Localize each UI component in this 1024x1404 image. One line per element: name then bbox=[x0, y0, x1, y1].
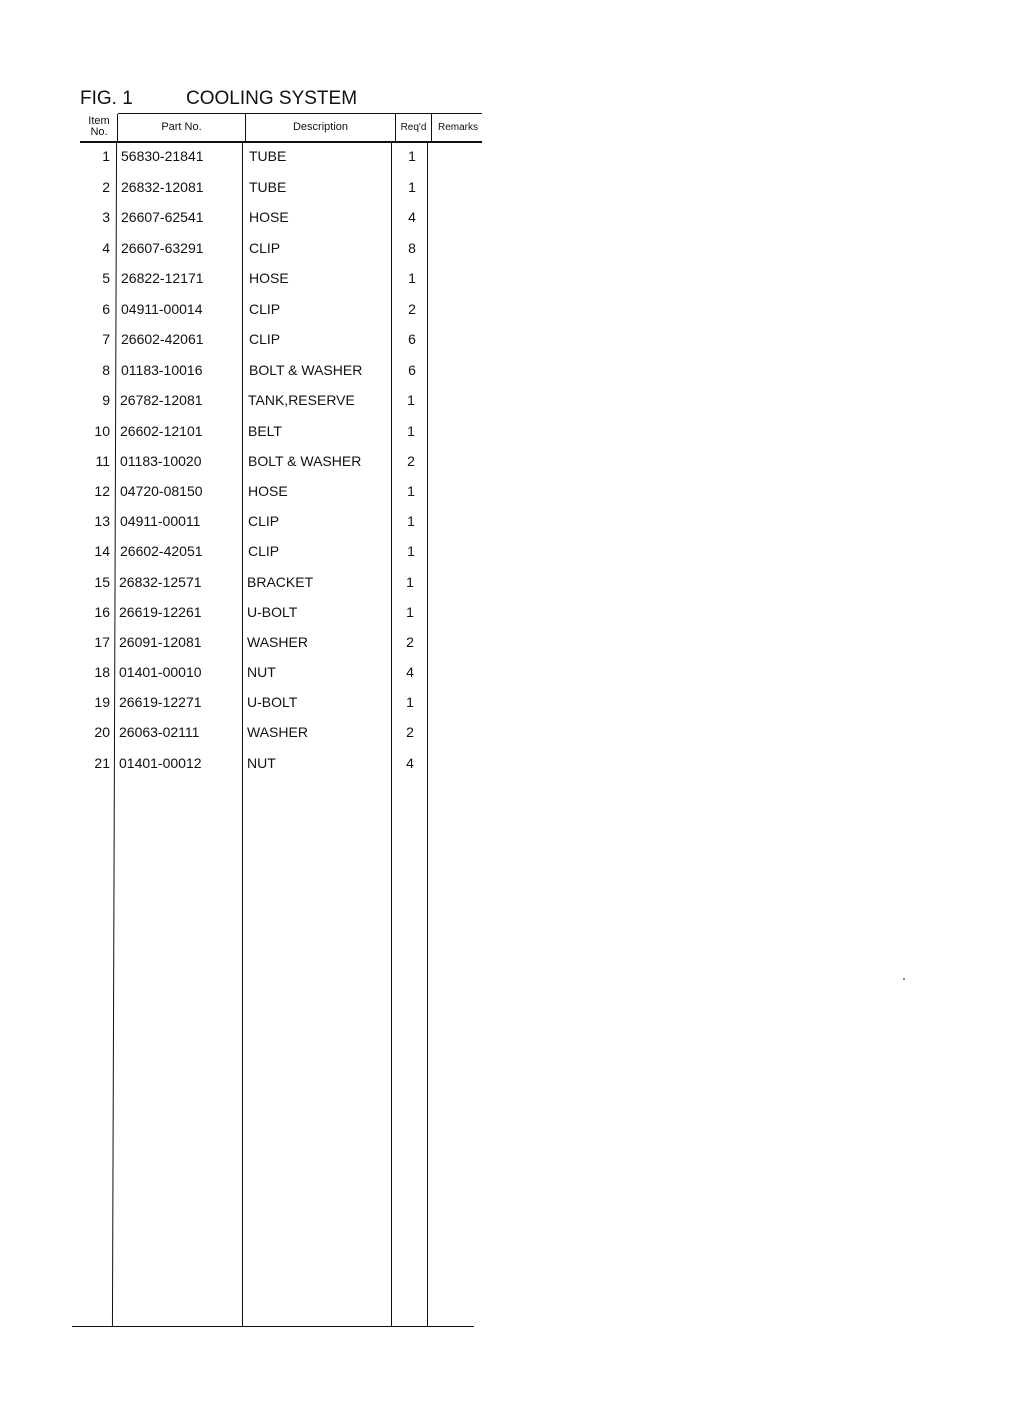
part-description: CLIP bbox=[249, 240, 281, 256]
part-number: 26602-42061 bbox=[121, 331, 204, 347]
figure-title: COOLING SYSTEM bbox=[186, 88, 358, 109]
part-description: TUBE bbox=[249, 148, 287, 164]
table-row bbox=[0, 634, 480, 664]
quantity-required: 1 bbox=[407, 543, 415, 559]
header-item-no: Item No. bbox=[88, 115, 110, 138]
item-number: 9 bbox=[102, 392, 110, 408]
quantity-required: 4 bbox=[406, 755, 414, 771]
part-number: 26091-12081 bbox=[119, 634, 202, 650]
header-reqd: Req'd bbox=[400, 122, 427, 133]
item-number: 15 bbox=[94, 574, 110, 590]
table-row bbox=[0, 423, 480, 453]
part-number: 01401-00010 bbox=[119, 664, 202, 680]
figure-number: FIG. 1 bbox=[80, 88, 133, 109]
header-description: Description bbox=[292, 121, 349, 133]
table-row bbox=[0, 392, 480, 422]
part-description: CLIP bbox=[248, 513, 280, 529]
part-number: 26063-02111 bbox=[119, 724, 200, 740]
item-number: 16 bbox=[94, 604, 110, 620]
quantity-required: 2 bbox=[408, 301, 416, 317]
part-description: HOSE bbox=[249, 209, 289, 225]
quantity-required: 2 bbox=[407, 453, 415, 469]
part-number: 56830-21841 bbox=[121, 148, 204, 164]
quantity-required: 6 bbox=[408, 331, 416, 347]
part-number: 01401-00012 bbox=[119, 755, 202, 771]
table-row bbox=[0, 664, 480, 694]
item-number: 2 bbox=[102, 179, 110, 195]
part-description: BRACKET bbox=[247, 574, 314, 590]
part-number: 26822-12171 bbox=[121, 270, 204, 286]
table-row bbox=[0, 362, 480, 392]
table-row bbox=[0, 148, 480, 178]
item-number: 12 bbox=[94, 483, 110, 499]
part-number: 26832-12081 bbox=[121, 179, 204, 195]
header-remarks: Remarks bbox=[437, 122, 478, 133]
part-number: 26782-12081 bbox=[120, 392, 203, 408]
item-number: 1 bbox=[102, 148, 110, 164]
item-number: 21 bbox=[94, 755, 110, 771]
part-number: 26619-12271 bbox=[119, 694, 202, 710]
item-number: 3 bbox=[102, 209, 110, 225]
table-row bbox=[0, 179, 480, 209]
table-row bbox=[0, 453, 480, 483]
table-row bbox=[0, 543, 480, 573]
part-description: HOSE bbox=[249, 270, 289, 286]
part-description: BOLT & WASHER bbox=[249, 362, 363, 378]
part-number: 26602-42051 bbox=[120, 543, 203, 559]
table-row bbox=[0, 240, 480, 270]
item-number: 18 bbox=[94, 664, 110, 680]
part-number: 26607-63291 bbox=[121, 240, 204, 256]
item-number: 10 bbox=[94, 423, 110, 439]
quantity-required: 1 bbox=[407, 483, 415, 499]
item-number: 8 bbox=[102, 362, 110, 378]
scan-speck bbox=[903, 978, 905, 980]
part-number: 26607-62541 bbox=[121, 209, 204, 225]
header-bottom-rule bbox=[80, 141, 482, 143]
quantity-required: 2 bbox=[406, 634, 414, 650]
part-description: WASHER bbox=[247, 634, 308, 650]
quantity-required: 1 bbox=[406, 694, 414, 710]
quantity-required: 4 bbox=[406, 664, 414, 680]
quantity-required: 6 bbox=[408, 362, 416, 378]
part-description: HOSE bbox=[248, 483, 288, 499]
part-description: TANK,RESERVE bbox=[248, 392, 355, 408]
table-row bbox=[0, 270, 480, 300]
part-number: 01183-10020 bbox=[120, 453, 202, 469]
part-description: WASHER bbox=[247, 724, 308, 740]
quantity-required: 1 bbox=[408, 270, 416, 286]
part-description: BELT bbox=[248, 423, 282, 439]
part-description: CLIP bbox=[248, 543, 280, 559]
quantity-required: 1 bbox=[408, 148, 416, 164]
item-number: 14 bbox=[94, 543, 110, 559]
table-row bbox=[0, 724, 480, 754]
quantity-required: 1 bbox=[408, 179, 416, 195]
part-number: 26602-12101 bbox=[120, 423, 203, 439]
part-description: NUT bbox=[247, 664, 276, 680]
part-description: CLIP bbox=[249, 331, 281, 347]
table-row bbox=[0, 694, 480, 724]
part-number: 04911-00014 bbox=[121, 301, 203, 317]
table-row bbox=[0, 209, 480, 239]
figure-header bbox=[80, 88, 357, 110]
part-number: 01183-10016 bbox=[121, 362, 203, 378]
table-row bbox=[0, 574, 480, 604]
part-number: 26619-12261 bbox=[119, 604, 202, 620]
item-number: 17 bbox=[94, 634, 110, 650]
item-number: 7 bbox=[102, 331, 110, 347]
part-number: 04720-08150 bbox=[120, 483, 203, 499]
quantity-required: 1 bbox=[407, 513, 415, 529]
item-number: 6 bbox=[102, 301, 110, 317]
part-description: CLIP bbox=[249, 301, 281, 317]
part-description: U-BOLT bbox=[247, 694, 298, 710]
item-number: 11 bbox=[95, 453, 110, 469]
quantity-required: 1 bbox=[407, 392, 415, 408]
table-row bbox=[0, 513, 480, 543]
table-row bbox=[0, 755, 480, 785]
item-number: 13 bbox=[94, 513, 110, 529]
item-number: 5 bbox=[102, 270, 110, 286]
table-row bbox=[0, 301, 480, 331]
part-description: TUBE bbox=[249, 179, 287, 195]
table-row bbox=[0, 483, 480, 513]
quantity-required: 2 bbox=[406, 724, 414, 740]
table-bottom-rule bbox=[72, 1326, 474, 1327]
part-number: 26832-12571 bbox=[119, 574, 202, 590]
quantity-required: 1 bbox=[406, 604, 414, 620]
table-top-rule bbox=[118, 113, 482, 114]
item-number: 19 bbox=[94, 694, 110, 710]
quantity-required: 4 bbox=[408, 209, 416, 225]
part-number: 04911-00011 bbox=[120, 513, 201, 529]
part-description: NUT bbox=[247, 755, 276, 771]
part-description: U-BOLT bbox=[247, 604, 298, 620]
part-description: BOLT & WASHER bbox=[248, 453, 362, 469]
quantity-required: 8 bbox=[408, 240, 416, 256]
item-number: 20 bbox=[94, 724, 110, 740]
quantity-required: 1 bbox=[406, 574, 414, 590]
table-row bbox=[0, 604, 480, 634]
item-number: 4 bbox=[102, 240, 110, 256]
header-part-no: Part No. bbox=[161, 121, 202, 133]
quantity-required: 1 bbox=[407, 423, 415, 439]
table-row bbox=[0, 331, 480, 361]
